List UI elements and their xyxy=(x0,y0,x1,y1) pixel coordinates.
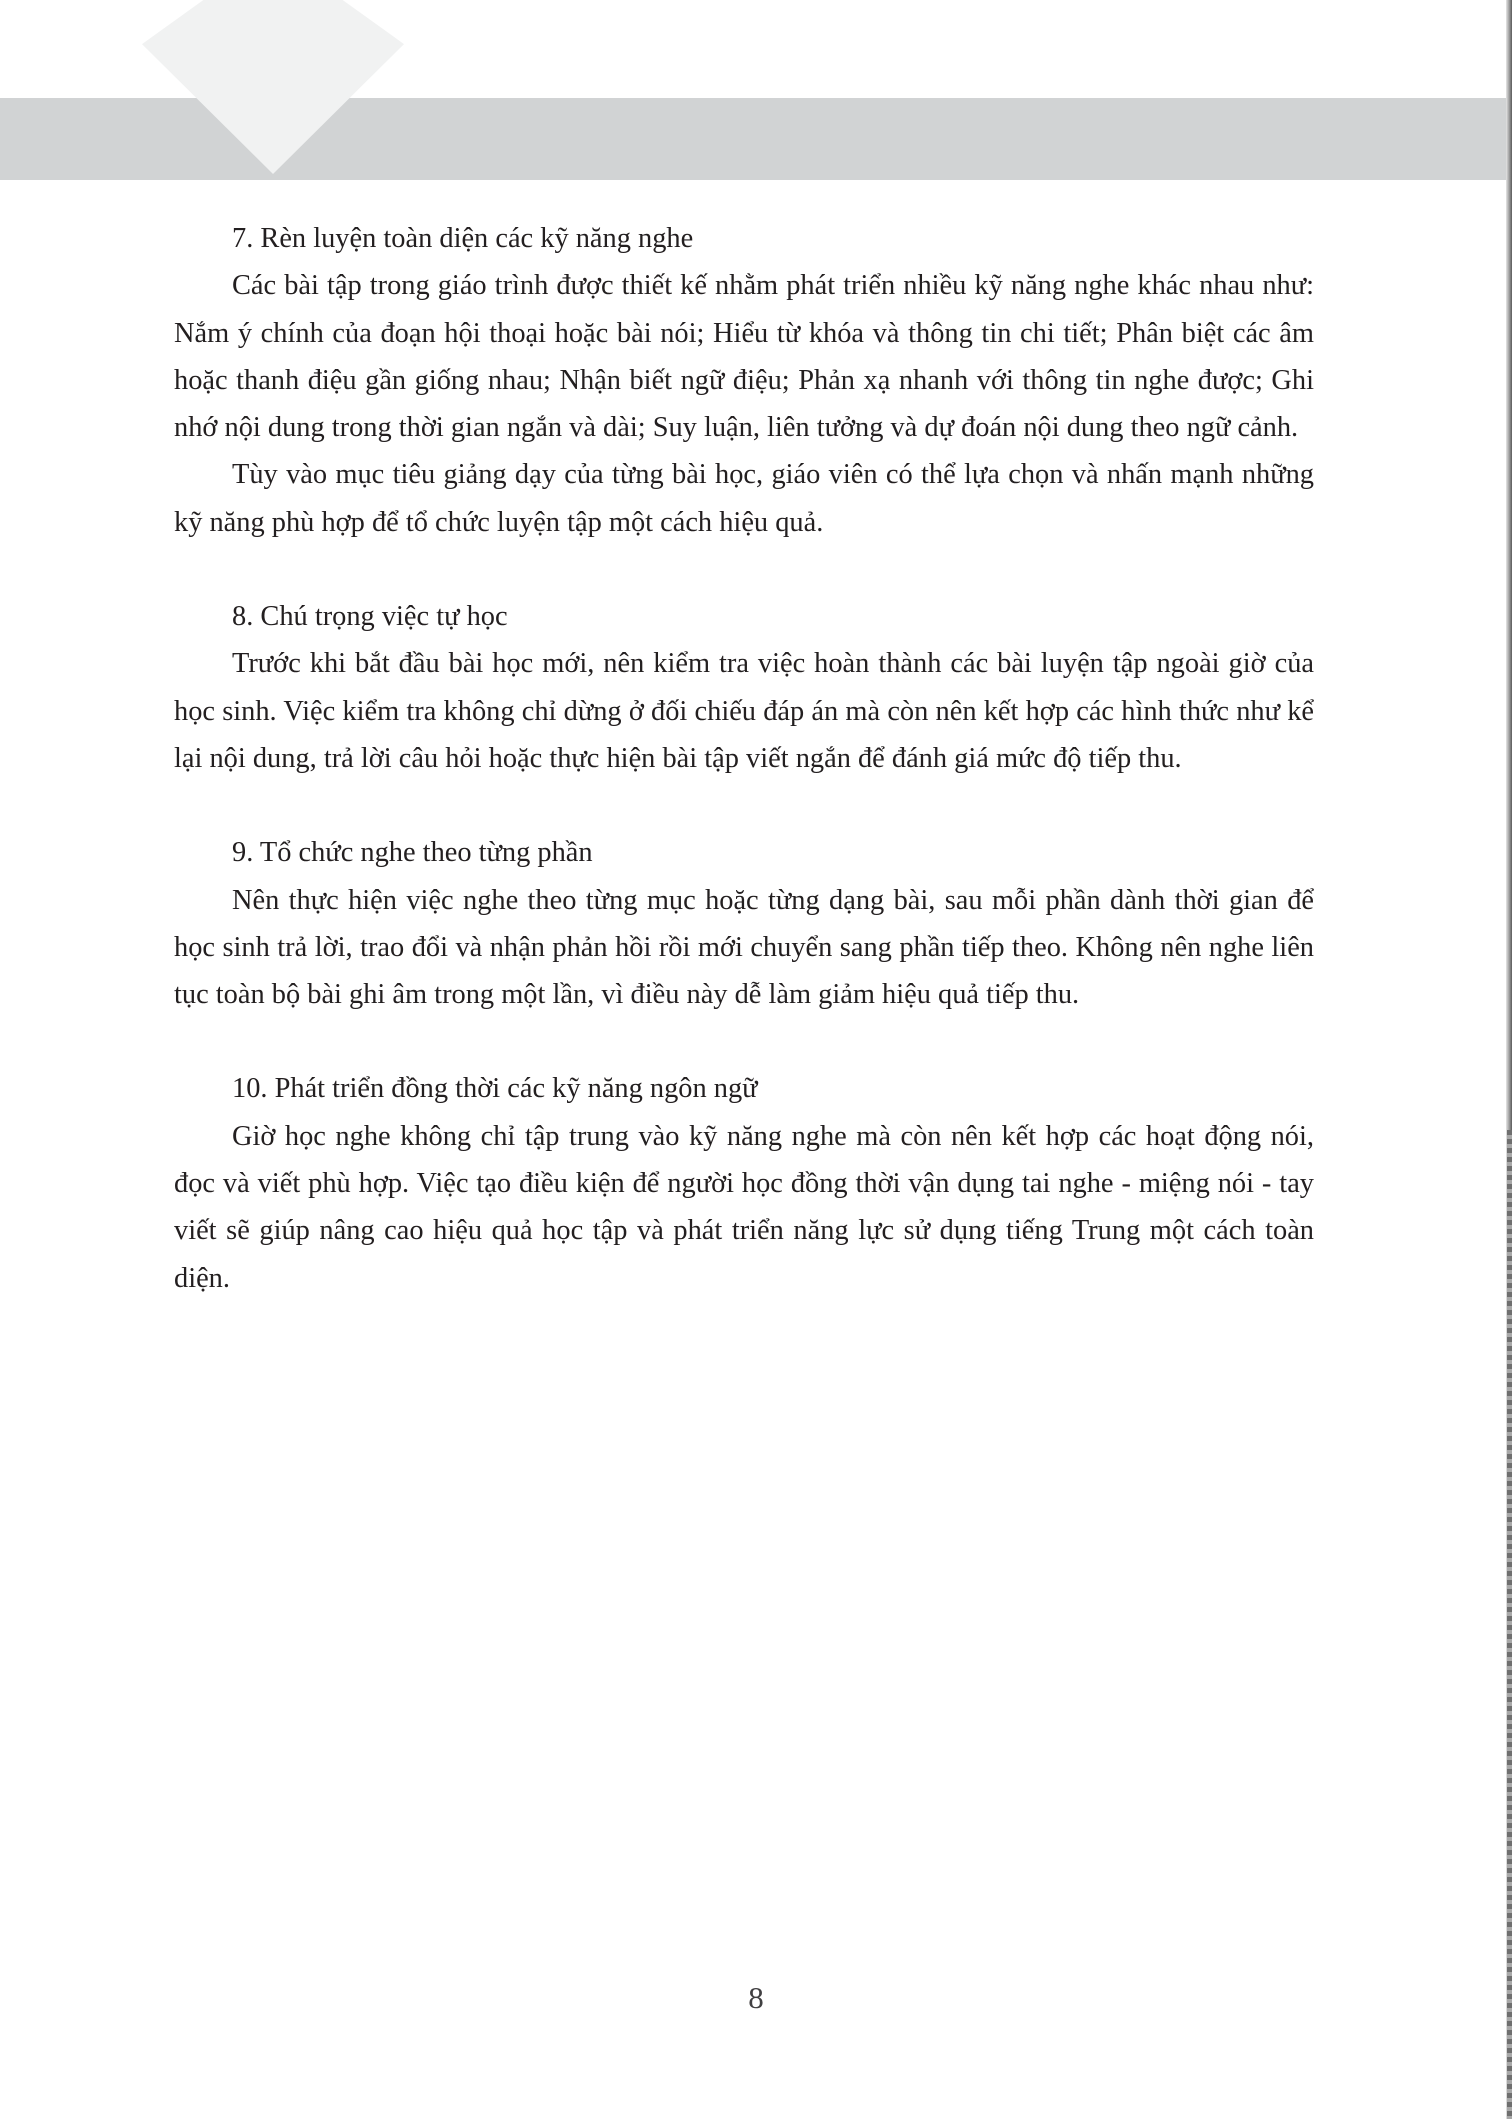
page-edge-shadow-lower xyxy=(1507,1130,1512,2119)
section-9 xyxy=(174,829,1314,1018)
page-body xyxy=(174,215,1314,1302)
section-heading: 8. Chú trọng việc tự học xyxy=(232,601,508,633)
body-paragraph: Tùy vào mục tiêu giảng dạy của từng bài học, giáo viên có thể lựa chọn và nhấn mạnh những kỹ năng phù hợp để tổ chức luyện tập một cách hiệu quả. xyxy=(174,459,1314,538)
section-heading: 7. Rèn luyện toàn diện các kỹ năng nghe xyxy=(232,223,694,254)
page-number: 8 xyxy=(748,1980,764,2015)
section-7 xyxy=(174,215,1314,546)
section-heading: 10. Phát triển đồng thời các kỹ năng ngôn ngữ xyxy=(232,1073,758,1105)
section-heading: 9. Tổ chức nghe theo từng phần xyxy=(232,837,593,869)
body-paragraph: Giờ học nghe không chỉ tập trung vào kỹ năng nghe mà còn nên kết hợp các hoạt động nói, đọc và viết phù hợp. Việc tạo điều kiện để người học đồng thời vận dụng tai nghe - miệng nói - tay viết sẽ giúp nâng cao hiệu quả học tập và phát triển năng lực sử dụng tiếng Trung một cách toàn diện. xyxy=(174,1120,1314,1294)
section-8 xyxy=(174,593,1314,782)
body-paragraph: Nên thực hiện việc nghe theo từng mục hoặc từng dạng bài, sau mỗi phần dành thời gian để học sinh trả lời, trao đổi và nhận phản hồi rồi mới chuyển sang phần tiếp theo. Không nên nghe liên tục toàn bộ bài ghi âm trong một lần, vì điều này dễ làm giảm hiệu quả tiếp thu. xyxy=(174,884,1314,1011)
body-paragraph: Các bài tập trong giáo trình được thiết kế nhằm phát triển nhiều kỹ năng nghe khác nhau như: Nắm ý chính của đoạn hội thoại hoặc bài nói; Hiểu từ khóa và thông tin chi tiết; Phân biệt các âm hoặc thanh điệu gần giống nhau; Nhận biết ngữ điệu; Phản xạ nhanh với thông tin nghe được; Ghi nhớ nội dung trong thời gian ngắn và dài; Suy luận, liên tưởng và dự đoán nội dung theo ngữ cảnh. xyxy=(174,270,1314,444)
body-paragraph: Trước khi bắt đầu bài học mới, nên kiểm tra việc hoàn thành các bài luyện tập ngoài giờ của học sinh. Việc kiểm tra không chỉ dừng ở đối chiếu đáp án mà còn nên kết hợp các hình thức như kể lại nội dung, trả lời câu hỏi hoặc thực hiện bài tập viết ngắn để đánh giá mức độ tiếp thu. xyxy=(174,648,1314,774)
section-10 xyxy=(174,1065,1314,1301)
